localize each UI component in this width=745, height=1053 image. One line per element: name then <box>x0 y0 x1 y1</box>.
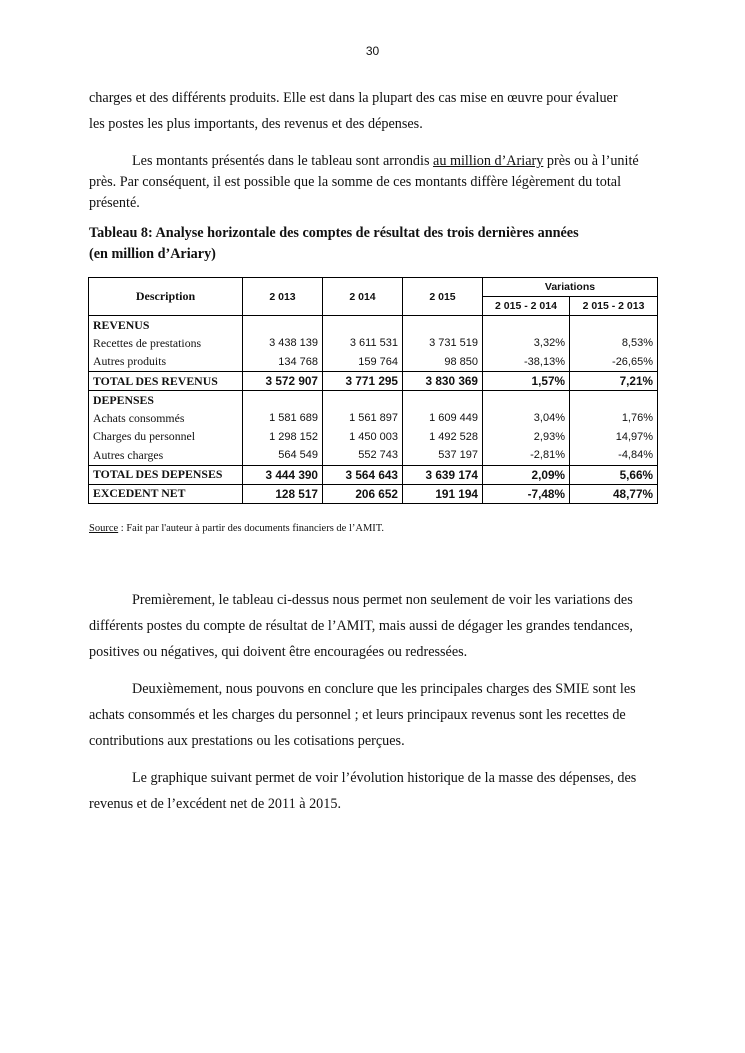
section-revenus-title: REVENUS <box>89 316 243 335</box>
paragraph-deuxiemement: Deuxièmement, nous pouvons en conclure que les principales charges des SMIE sont les achats consommés et les charges du personnel ; et leurs principaux revenus sont les recettes de contributions aux prestations ou les cotisations perçues. <box>89 681 636 749</box>
table-caption-line-2: (en million d’Ariary) <box>89 246 216 262</box>
cell-2014: 552 743 <box>323 446 403 465</box>
table-row <box>89 353 658 372</box>
source-label: Source <box>89 523 119 534</box>
excedent-net-row <box>89 484 658 503</box>
cell-2014: 1 561 897 <box>323 409 403 428</box>
table-row <box>89 446 658 465</box>
cell-var-b: 5,66% <box>570 465 658 484</box>
cell-var-b: 1,76% <box>570 409 658 428</box>
cell-var-a: 3,04% <box>483 409 570 428</box>
cell-2013: 3 444 390 <box>243 465 323 484</box>
table-caption-line-1: Tableau 8: Analyse horizontale des comptes de résultat des trois dernières années <box>89 225 579 241</box>
cell-var-a: -2,81% <box>483 446 570 465</box>
cell-2015: 537 197 <box>403 446 483 465</box>
source-note <box>89 523 384 534</box>
cell-var-b: 8,53% <box>570 334 658 353</box>
cell-2014: 3 771 295 <box>323 372 403 391</box>
page-number: 30 <box>365 44 380 58</box>
cell-var-a: 2,09% <box>483 465 570 484</box>
cell-2015: 1 492 528 <box>403 428 483 447</box>
row-label: TOTAL DES REVENUS <box>89 372 243 391</box>
cell-2013: 564 549 <box>243 446 323 465</box>
total-depenses-row <box>89 465 658 484</box>
cell-2015: 3 639 174 <box>403 465 483 484</box>
paragraph-premierement: Premièrement, le tableau ci-dessus nous permet non seulement de voir les variations des différents postes du compte de résultat de l’AMIT, mais aussi de dégager les grandes tendances, positives ou négatives, qui doivent être encouragées ou redressées. <box>89 592 633 660</box>
table-row <box>89 428 658 447</box>
cell-2013: 1 298 152 <box>243 428 323 447</box>
row-label: Charges du personnel <box>89 428 243 447</box>
header-description: Description <box>89 278 243 316</box>
intro-line-2: les postes les plus importants, des revenus et des dépenses. <box>89 116 423 132</box>
rounding-unit-underlined: au million d’Ariary <box>433 153 544 169</box>
header-2015: 2 015 <box>403 278 483 316</box>
header-2014: 2 014 <box>323 278 403 316</box>
cell-var-b: -26,65% <box>570 353 658 372</box>
section-depenses-title: DEPENSES <box>89 391 243 410</box>
cell-2013: 1 581 689 <box>243 409 323 428</box>
intro-line-1: charges et des différents produits. Elle est dans la plupart des cas mise en œuvre pour évaluer <box>89 90 618 106</box>
row-label: Recettes de prestations <box>89 334 243 353</box>
cell-2015: 3 830 369 <box>403 372 483 391</box>
cell-var-a: 3,32% <box>483 334 570 353</box>
rounding-text-after: près ou à l’unité près. Par conséquent, il est possible que la somme de ces montants diffère légèrement du total présenté. <box>89 153 639 211</box>
cell-2013: 134 768 <box>243 353 323 372</box>
cell-var-b: 7,21% <box>570 372 658 391</box>
cell-var-b: -4,84% <box>570 446 658 465</box>
cell-2014: 1 450 003 <box>323 428 403 447</box>
source-text: : Fait par l'auteur à partir des documents financiers de l’AMIT. <box>118 523 385 534</box>
section-depenses <box>89 391 658 410</box>
cell-2015: 3 731 519 <box>403 334 483 353</box>
row-label: EXCEDENT NET <box>89 484 243 503</box>
cell-2015: 1 609 449 <box>403 409 483 428</box>
cell-2014: 159 764 <box>323 353 403 372</box>
cell-var-a: 1,57% <box>483 372 570 391</box>
cell-var-b: 48,77% <box>570 484 658 503</box>
row-label: Achats consommés <box>89 409 243 428</box>
row-label: TOTAL DES DEPENSES <box>89 465 243 484</box>
cell-2015: 191 194 <box>403 484 483 503</box>
paragraph-graphique: Le graphique suivant permet de voir l’évolution historique de la masse des dépenses, des revenus et de l’excédent net de 2011 à 2015. <box>89 770 637 812</box>
total-revenus-row <box>89 372 658 391</box>
income-statement-table <box>88 277 658 504</box>
table-row <box>89 334 658 353</box>
intro-paragraph <box>89 85 659 137</box>
header-2013: 2 013 <box>243 278 323 316</box>
cell-var-a: 2,93% <box>483 428 570 447</box>
cell-2013: 3 572 907 <box>243 372 323 391</box>
table-caption <box>89 223 659 265</box>
section-revenus <box>89 316 658 335</box>
row-label: Autres produits <box>89 353 243 372</box>
cell-var-a: -38,13% <box>483 353 570 372</box>
rounding-text-before: Les montants présentés dans le tableau sont arrondis <box>132 153 434 169</box>
rounding-paragraph <box>89 151 659 214</box>
cell-2013: 3 438 139 <box>243 334 323 353</box>
header-variations: Variations <box>483 278 658 297</box>
header-var-2015-2014: 2 015 - 2 014 <box>483 297 570 316</box>
table-row <box>89 409 658 428</box>
cell-2015: 98 850 <box>403 353 483 372</box>
cell-2014: 3 611 531 <box>323 334 403 353</box>
cell-2014: 3 564 643 <box>323 465 403 484</box>
row-label: Autres charges <box>89 446 243 465</box>
table-header-row <box>89 278 658 297</box>
cell-2014: 206 652 <box>323 484 403 503</box>
header-var-2015-2013: 2 015 - 2 013 <box>570 297 658 316</box>
cell-2013: 128 517 <box>243 484 323 503</box>
cell-var-b: 14,97% <box>570 428 658 447</box>
cell-var-a: -7,48% <box>483 484 570 503</box>
